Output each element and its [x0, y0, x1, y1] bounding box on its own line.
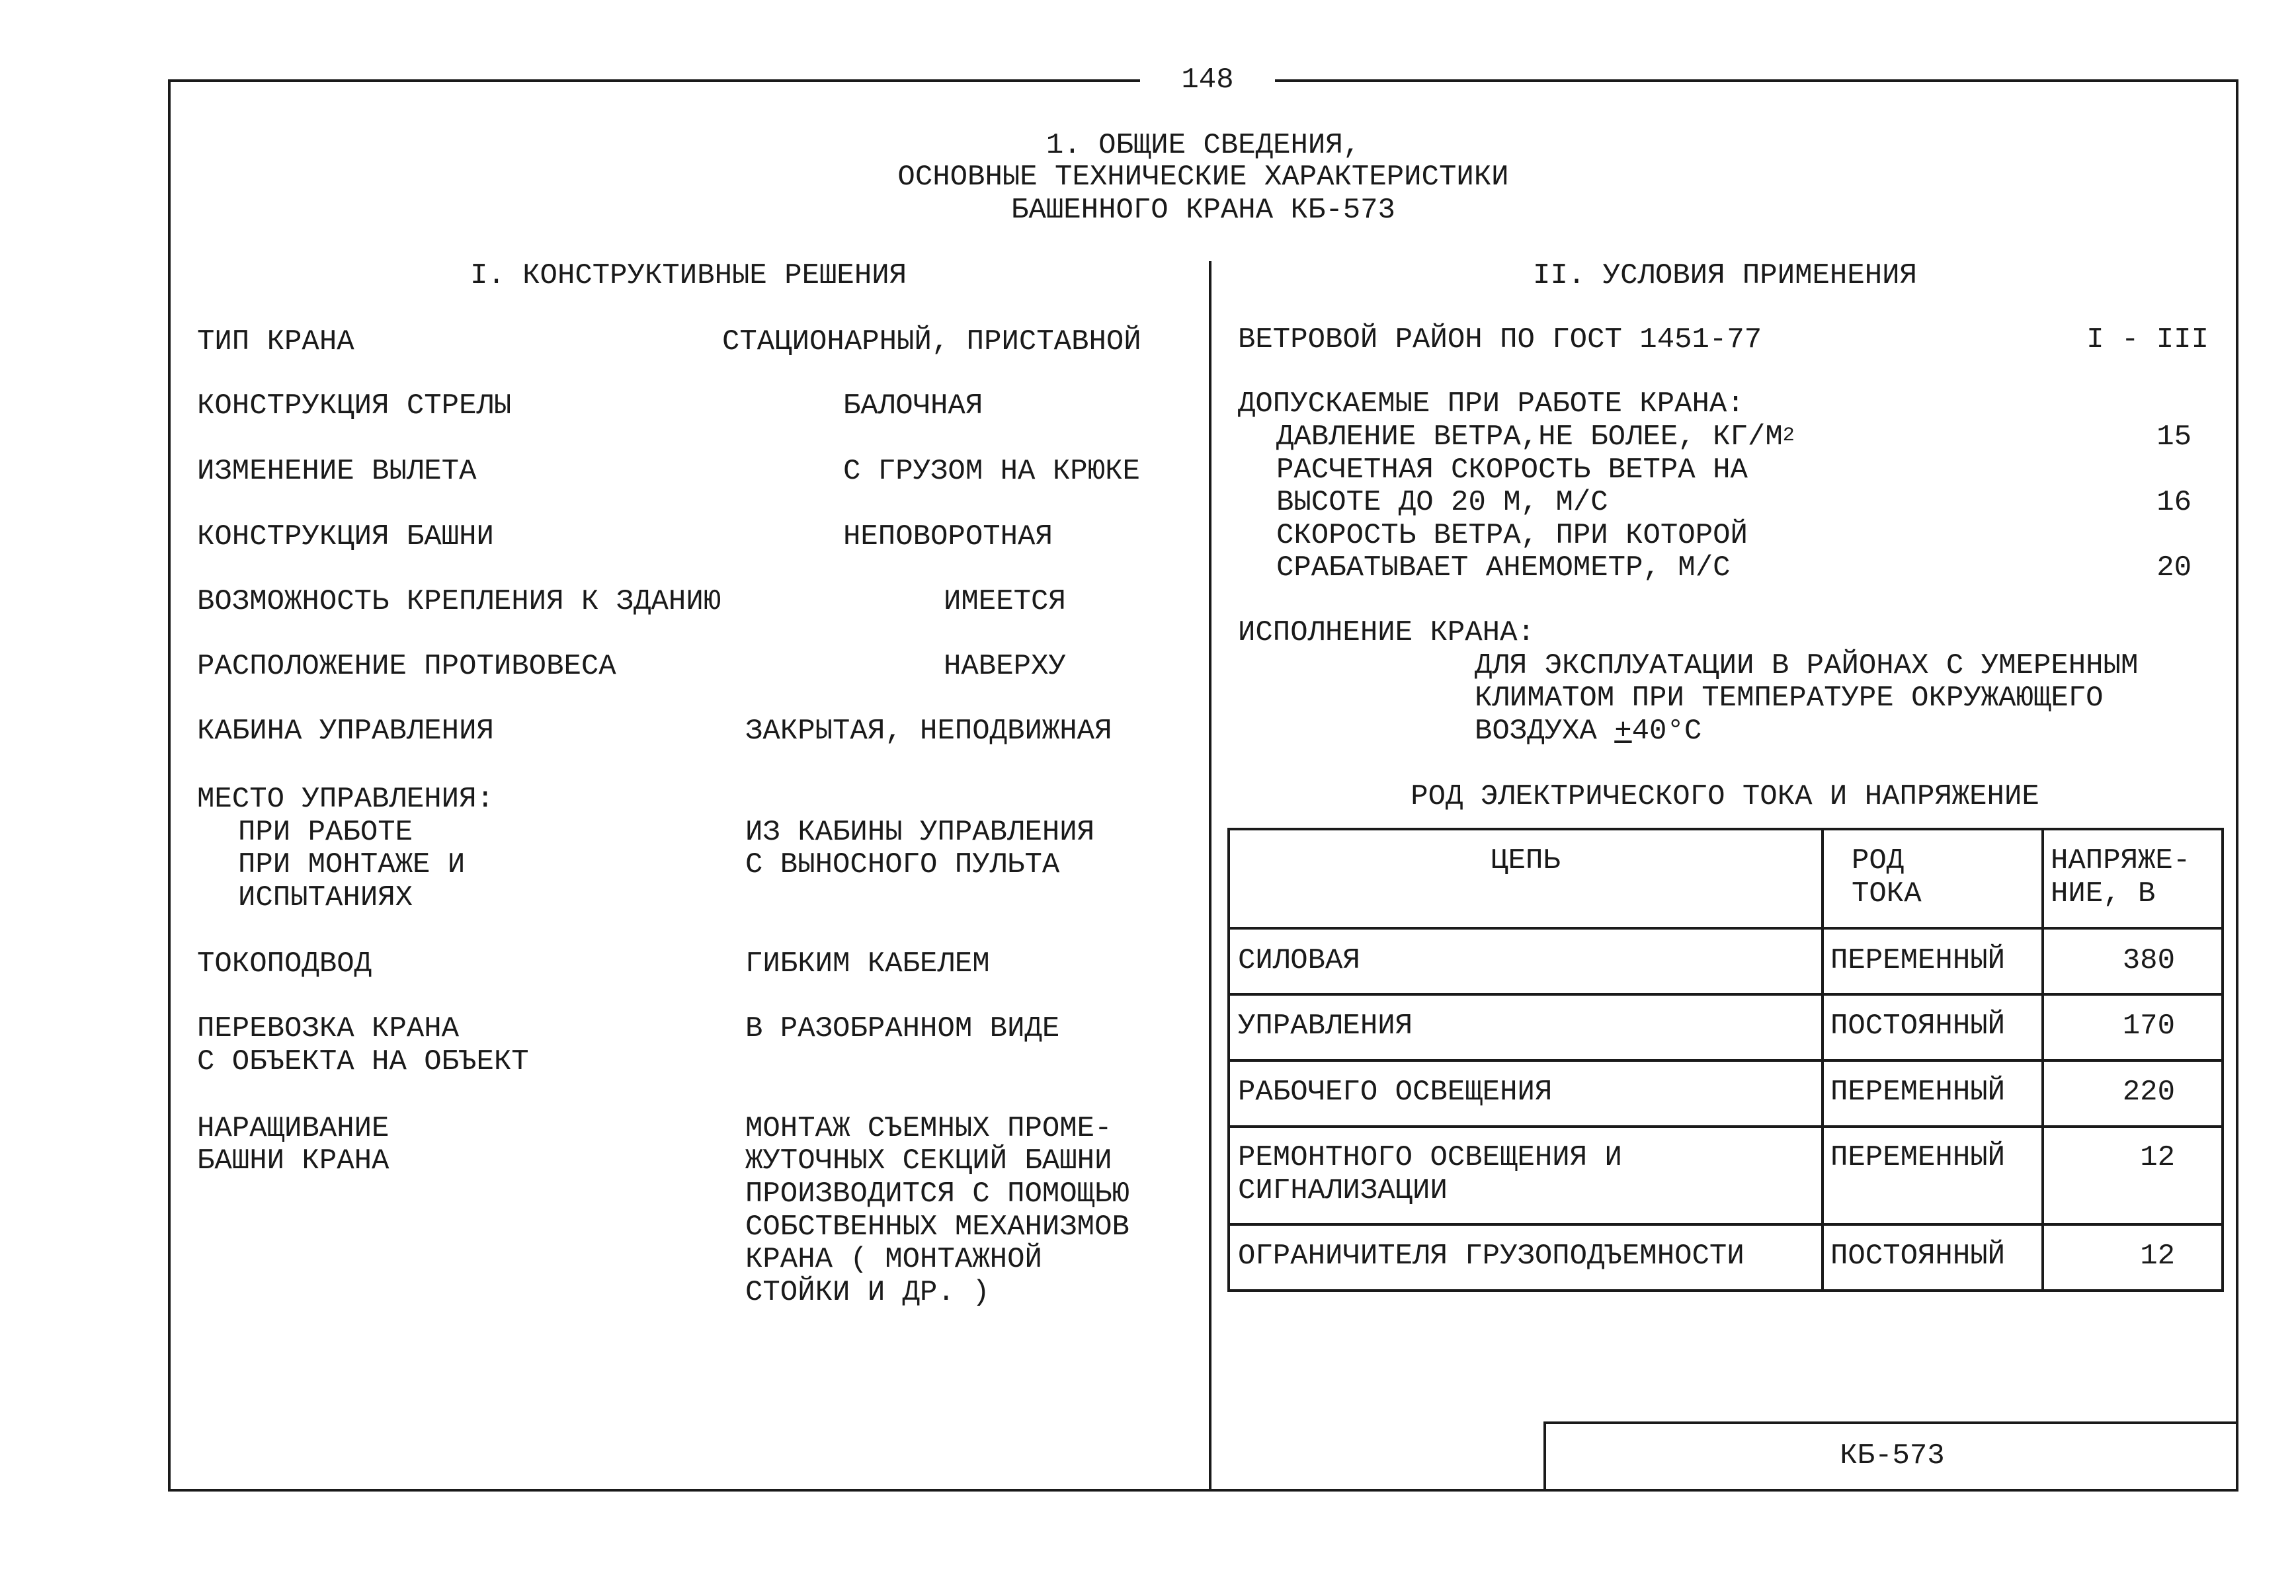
anemometer-value: 20 — [2156, 551, 2192, 584]
table-row-line-2 — [1227, 993, 2224, 996]
execution-heading: ИСПОЛНЕНИЕ КРАНА: — [1238, 616, 1535, 649]
extension-value-2: ЖУТОЧНЫХ СЕКЦИЙ БАШНИ — [745, 1144, 1112, 1177]
stamp-border-top — [1543, 1421, 2238, 1424]
table-row-line-5 — [1227, 1223, 2224, 1226]
power-supply-label: ТОКОПОДВОД — [197, 947, 372, 980]
control-work-label: ПРИ РАБОТЕ — [238, 816, 413, 849]
current-heading: РОД ЭЛЕКТРИЧЕСКОГО ТОКА И НАПРЯЖЕНИЕ — [1411, 780, 2039, 813]
transport-label-1: ПЕРЕВОЗКА КРАНА — [197, 1012, 460, 1045]
extension-value-3: ПРОИЗВОДИТСЯ С ПОМОЩЬЮ — [745, 1177, 1129, 1211]
title-line-3: БАШЕННОГО КРАНА КБ-573 — [1011, 194, 1395, 227]
wind-pressure-value: 15 — [2156, 420, 2192, 454]
power-supply-value: ГИБКИМ КАБЕЛЕМ — [745, 947, 990, 980]
table-row-4-circuit-2: СИГНАЛИЗАЦИИ — [1238, 1174, 1448, 1207]
transport-label-2: С ОБЪЕКТА НА ОБЪЕКТ — [197, 1045, 529, 1078]
extension-value-4: СОБСТВЕННЫХ МЕХАНИЗМОВ — [745, 1211, 1129, 1244]
table-row-4-volt: 12 — [2140, 1141, 2175, 1174]
table-head-volt-2: НИЕ, В — [2051, 877, 2156, 910]
wind-speed-label-2: ВЫСОТЕ ДО 20 М, М/С — [1276, 486, 1608, 519]
extension-value-1: МОНТАЖ СЪЕМНЫХ ПРОМЕ- — [745, 1112, 1112, 1145]
stamp-designation: КБ-573 — [1840, 1439, 1945, 1472]
anemometer-label-1: СКОРОСТЬ ВЕТРА, ПРИ КОТОРОЙ — [1276, 519, 1748, 552]
table-row-1-circuit: СИЛОВАЯ — [1238, 944, 1360, 977]
control-work-value: ИЗ КАБИНЫ УПРАВЛЕНИЯ — [745, 816, 1095, 849]
execution-line-1: ДЛЯ ЭКСПЛУАТАЦИИ В РАЙОНАХ С УМЕРЕННЫМ — [1475, 649, 2139, 682]
title-line-2: ОСНОВНЫЕ ТЕХНИЧЕСКИЕ ХАРАКТЕРИСТИКИ — [897, 161, 1509, 194]
control-mount-label-1: ПРИ МОНТАЖЕ И — [238, 848, 466, 881]
page-number: 148 — [1181, 63, 1234, 97]
table-row-3-volt: 220 — [2122, 1076, 2175, 1109]
table-border-left — [1227, 828, 1230, 1292]
plus-minus-sign: + — [1614, 715, 1632, 748]
control-place-label: МЕСТО УПРАВЛЕНИЯ: — [197, 783, 494, 816]
extension-label-1: НАРАЩИВАНИЕ — [197, 1112, 390, 1145]
table-head-circuit: ЦЕПЬ — [1491, 844, 1561, 877]
allowed-heading: ДОПУСКАЕМЫЕ ПРИ РАБОТЕ КРАНА: — [1238, 387, 1744, 420]
table-head-volt-1: НАПРЯЖЕ- — [2051, 844, 2191, 877]
building-attach-label: ВОЗМОЖНОСТЬ КРЕПЛЕНИЯ К ЗДАНИЮ — [197, 585, 721, 618]
wind-region-label: ВЕТРОВОЙ РАЙОН ПО ГОСТ 1451-77 — [1238, 323, 1762, 356]
boom-design-value: БАЛОЧНАЯ — [843, 389, 983, 422]
wind-speed-value: 16 — [2156, 486, 2192, 519]
wind-pressure-label: ДАВЛЕНИЕ ВЕТРА,НЕ БОЛЕЕ, $КГ/М^2$ — [1276, 420, 1795, 454]
control-mount-value: С ВЫНОСНОГО ПУЛЬТА — [745, 848, 1060, 881]
extension-label-2: БАШНИ КРАНА — [197, 1144, 390, 1177]
column-divider — [1209, 261, 1211, 1492]
section-heading-conditions: II. УСЛОВИЯ ПРИМЕНЕНИЯ — [1533, 259, 1917, 292]
tower-design-value: НЕПОВОРОТНАЯ — [843, 520, 1053, 553]
building-attach-value: ИМЕЕТСЯ — [944, 585, 1066, 618]
crane-type-label: ТИП КРАНА — [197, 325, 354, 358]
table-border-top — [1227, 828, 2224, 830]
extension-value-6: СТОЙКИ И ДР. ) — [745, 1276, 990, 1309]
table-col-line-2 — [2041, 828, 2044, 1292]
wind-speed-label-1: РАСЧЕТНАЯ СКОРОСТЬ ВЕТРА НА — [1276, 454, 1748, 487]
extension-value-5: КРАНА ( МОНТАЖНОЙ — [745, 1243, 1042, 1276]
table-head-type-2: ТОКА — [1852, 877, 1922, 910]
section-heading-constructive: I. КОНСТРУКТИВНЫЕ РЕШЕНИЯ — [470, 259, 907, 292]
table-row-4-type: ПЕРЕМЕННЫЙ — [1830, 1141, 2006, 1174]
transport-value: В РАЗОБРАННОМ ВИДЕ — [745, 1012, 1060, 1045]
table-row-5-type: ПОСТОЯННЫЙ — [1830, 1240, 2006, 1273]
table-head-type-1: РОД — [1852, 844, 1905, 877]
table-border-right — [2221, 828, 2224, 1292]
title-line-1: 1. ОБЩИЕ СВЕДЕНИЯ, — [1046, 129, 1361, 162]
table-row-line-3 — [1227, 1059, 2224, 1062]
table-row-line-1 — [1227, 927, 2224, 930]
table-row-3-circuit: РАБОЧЕГО ОСВЕЩЕНИЯ — [1238, 1076, 1553, 1109]
outreach-change-value: С ГРУЗОМ НА КРЮКЕ — [843, 455, 1140, 488]
wind-region-value: I - III — [2086, 323, 2209, 356]
top-border-right — [1275, 79, 2238, 82]
table-row-5-circuit: ОГРАНИЧИТЕЛЯ ГРУЗОПОДЪЕМНОСТИ — [1238, 1240, 1744, 1273]
superscript-2: 2 — [1782, 424, 1795, 447]
counterweight-value: НАВЕРХУ — [944, 650, 1066, 683]
table-row-2-circuit: УПРАВЛЕНИЯ — [1238, 1010, 1413, 1043]
execution-line-2: КЛИМАТОМ ПРИ ТЕМПЕРАТУРЕ ОКРУЖАЮЩЕГО — [1475, 682, 2104, 715]
table-row-2-type: ПОСТОЯННЫЙ — [1830, 1010, 2006, 1043]
tower-design-label: КОНСТРУКЦИЯ БАШНИ — [197, 520, 494, 553]
anemometer-label-2: СРАБАТЫВАЕТ АНЕМОМЕТР, М/С — [1276, 551, 1731, 584]
control-mount-label-2: ИСПЫТАНИЯХ — [238, 881, 413, 914]
table-row-1-volt: 380 — [2122, 944, 2175, 977]
cab-value: ЗАКРЫТАЯ, НЕПОДВИЖНАЯ — [745, 715, 1112, 748]
table-row-line-4 — [1227, 1125, 2224, 1128]
table-col-line-1 — [1821, 828, 1824, 1292]
table-row-1-type: ПЕРЕМЕННЫЙ — [1830, 944, 2006, 977]
top-border-left — [168, 79, 1140, 82]
table-border-bottom — [1227, 1289, 2224, 1292]
table-row-2-volt: 170 — [2122, 1010, 2175, 1043]
cab-label: КАБИНА УПРАВЛЕНИЯ — [197, 715, 494, 748]
table-row-3-type: ПЕРЕМЕННЫЙ — [1830, 1076, 2006, 1109]
crane-type-value: СТАЦИОНАРНЫЙ, ПРИСТАВНОЙ — [722, 325, 1141, 358]
boom-design-label: КОНСТРУКЦИЯ СТРЕЛЫ — [197, 389, 512, 422]
execution-line-3: ВОЗДУХА +40°С — [1475, 715, 1702, 748]
table-row-4-circuit-1: РЕМОНТНОГО ОСВЕЩЕНИЯ И — [1238, 1141, 1622, 1174]
table-row-5-volt: 12 — [2140, 1240, 2175, 1273]
counterweight-label: РАСПОЛОЖЕНИЕ ПРОТИВОВЕСА — [197, 650, 616, 683]
outreach-change-label: ИЗМЕНЕНИЕ ВЫЛЕТА — [197, 455, 477, 488]
